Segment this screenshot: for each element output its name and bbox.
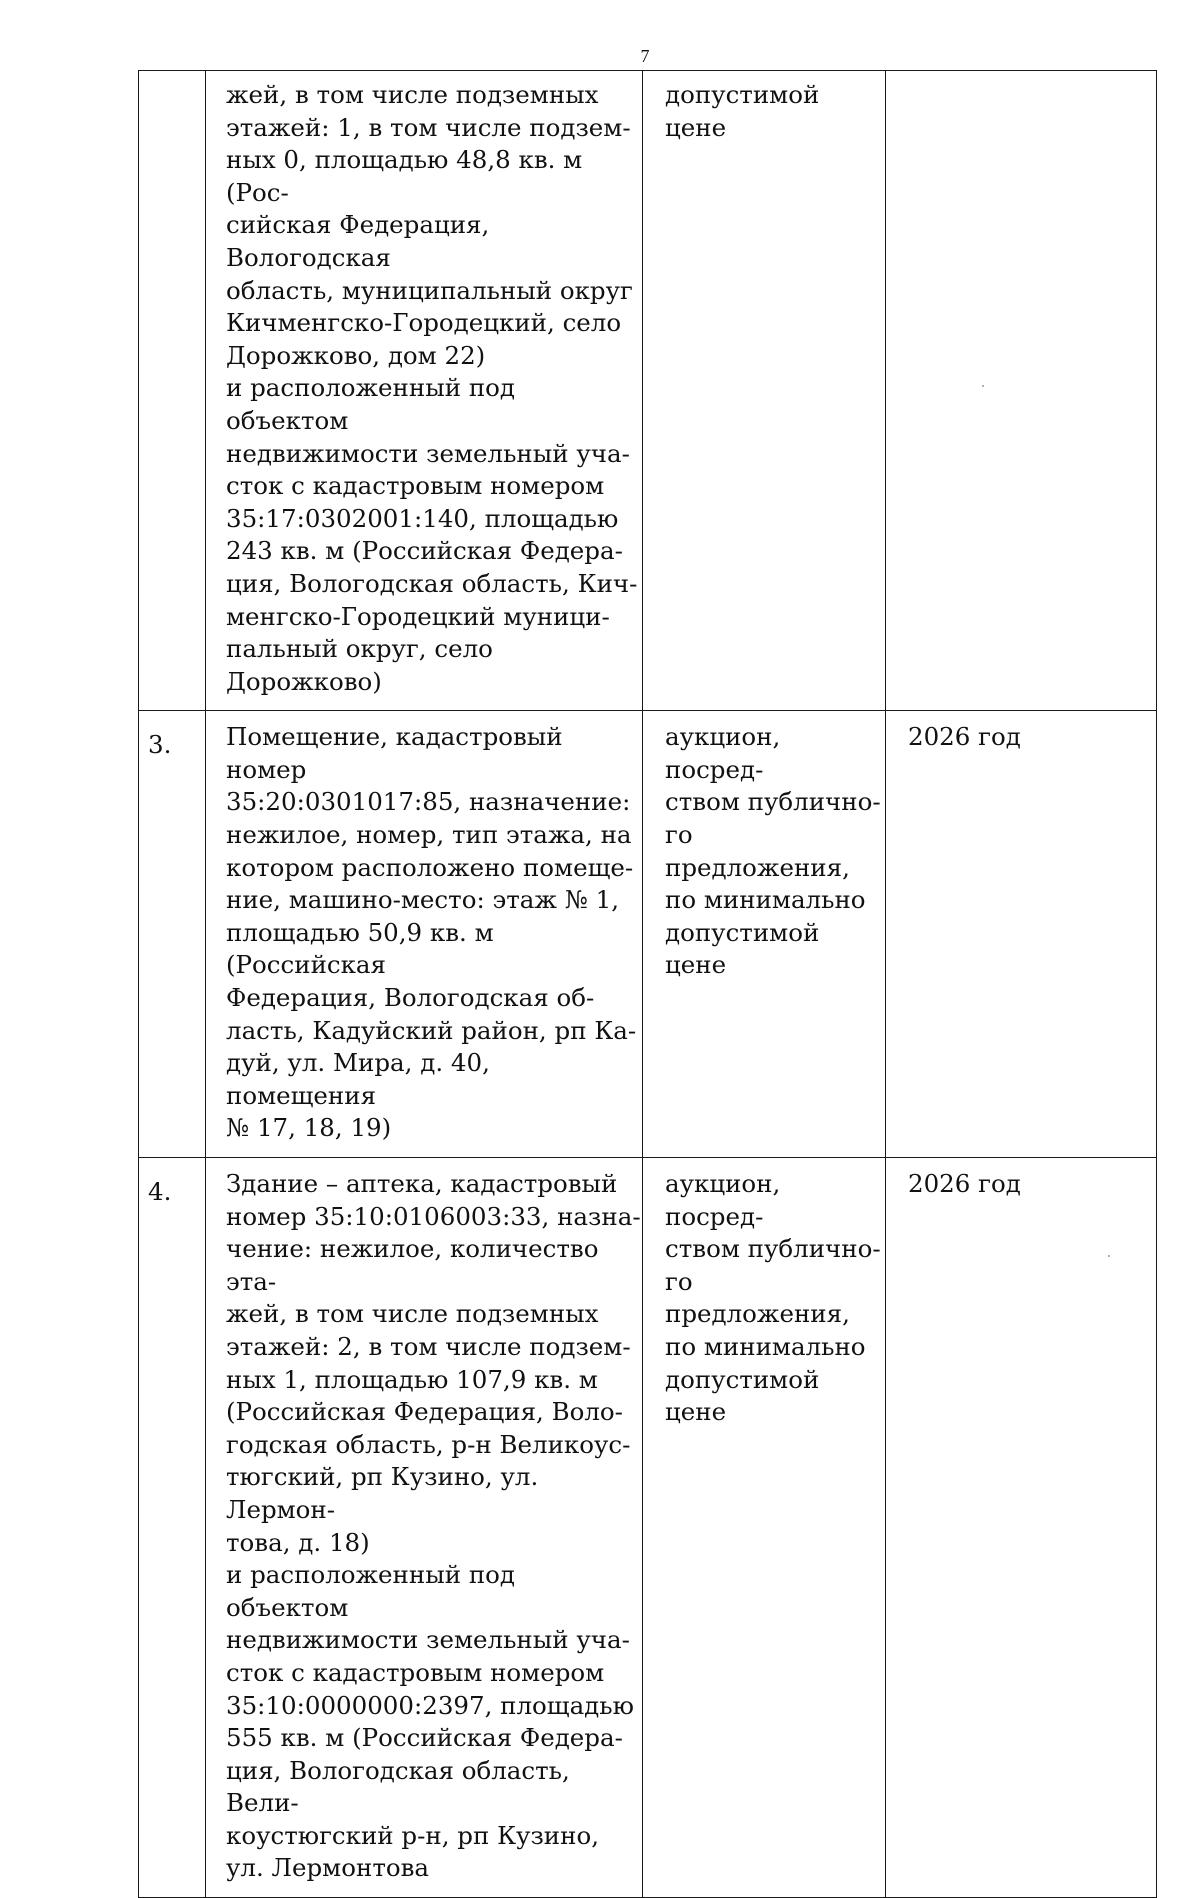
row-number bbox=[139, 71, 205, 89]
sale-year-cell bbox=[886, 71, 1157, 711]
sale-year: 2026 год bbox=[908, 1169, 1021, 1198]
sale-year-cell bbox=[886, 1158, 1157, 1898]
row-number-cell bbox=[139, 71, 206, 711]
row-number-cell bbox=[139, 711, 206, 1158]
description-cell bbox=[206, 711, 643, 1158]
property-description: Здание – аптека, кадастровый номер 35:10:0106003:33, назна- чение: нежилое, количество эта- жей, в том числе подземных этажей: 2, в том числе подзем- ных 1, площадью 107,9 кв. м (Российская Федерация, Воло- годская область, р-н Великоус- тюгский, рп Кузино, ул. Лермон- това, д. 18) и расположенный под объектом недвижимости земельный уча- сток с кадастровым номером 35:10:0000000:2397, площадью 555 кв. м (Российская Федера- ция, Вологодская область, Вели- коустюгский р-н, рп Кузино, ул. Лермонтова bbox=[226, 1169, 641, 1883]
property-description: Помещение, кадастровый номер 35:20:0301017:85, назначение: нежилое, номер, тип этажа, на котором расположено помеще- ние, машино-место: этаж № 1, площадью 50,9 кв. м (Российская Федерация, Вологодская об- ласть, Кадуйский район, рп Ка- дуй, ул. Мира, д. 40, помещения № 17, 18, 19) bbox=[226, 722, 637, 1143]
property-table bbox=[138, 70, 1157, 1898]
table-row bbox=[139, 1158, 1157, 1898]
sale-method: допустимой цене bbox=[665, 80, 820, 142]
row-number-cell bbox=[139, 1158, 206, 1898]
description-cell bbox=[206, 71, 643, 711]
sale-year-cell bbox=[886, 711, 1157, 1158]
sale-method: аукцион, посред- ством публично- го предложения, по минимально допустимой цене bbox=[665, 1169, 881, 1427]
row-number: 4. bbox=[148, 1177, 172, 1206]
sale-method: аукцион, посред- ством публично- го предложения, по минимально допустимой цене bbox=[665, 722, 881, 980]
sale-year: 2026 год bbox=[908, 722, 1021, 752]
sale-method-cell bbox=[643, 711, 886, 1158]
scan-speck bbox=[982, 385, 984, 387]
description-cell bbox=[206, 1158, 643, 1898]
sale-method-cell bbox=[643, 71, 886, 711]
table-row bbox=[139, 711, 1157, 1158]
sale-method-cell bbox=[643, 1158, 886, 1898]
property-description: жей, в том числе подземных этажей: 1, в том числе подзем- ных 0, площадью 48,8 кв. м (Рос- сийская Федерация, Вологодская область, муниципальный округ Кичменгско-Городецкий, село Дорожково, дом 22) и расположенный под объектом недвижимости земельный уча- сток с кадастровым номером 35:17:0302001:140, площадью 243 кв. м (Российская Федера- ция, Вологодская область, Кич- менгско-Городецкий муници- пальный округ, село Дорожково) bbox=[226, 80, 638, 696]
row-number: 3. bbox=[148, 730, 172, 760]
sale-year bbox=[886, 71, 1156, 93]
page-number: 7 bbox=[640, 46, 650, 66]
scan-speck bbox=[1108, 1255, 1110, 1257]
table-row bbox=[139, 71, 1157, 711]
